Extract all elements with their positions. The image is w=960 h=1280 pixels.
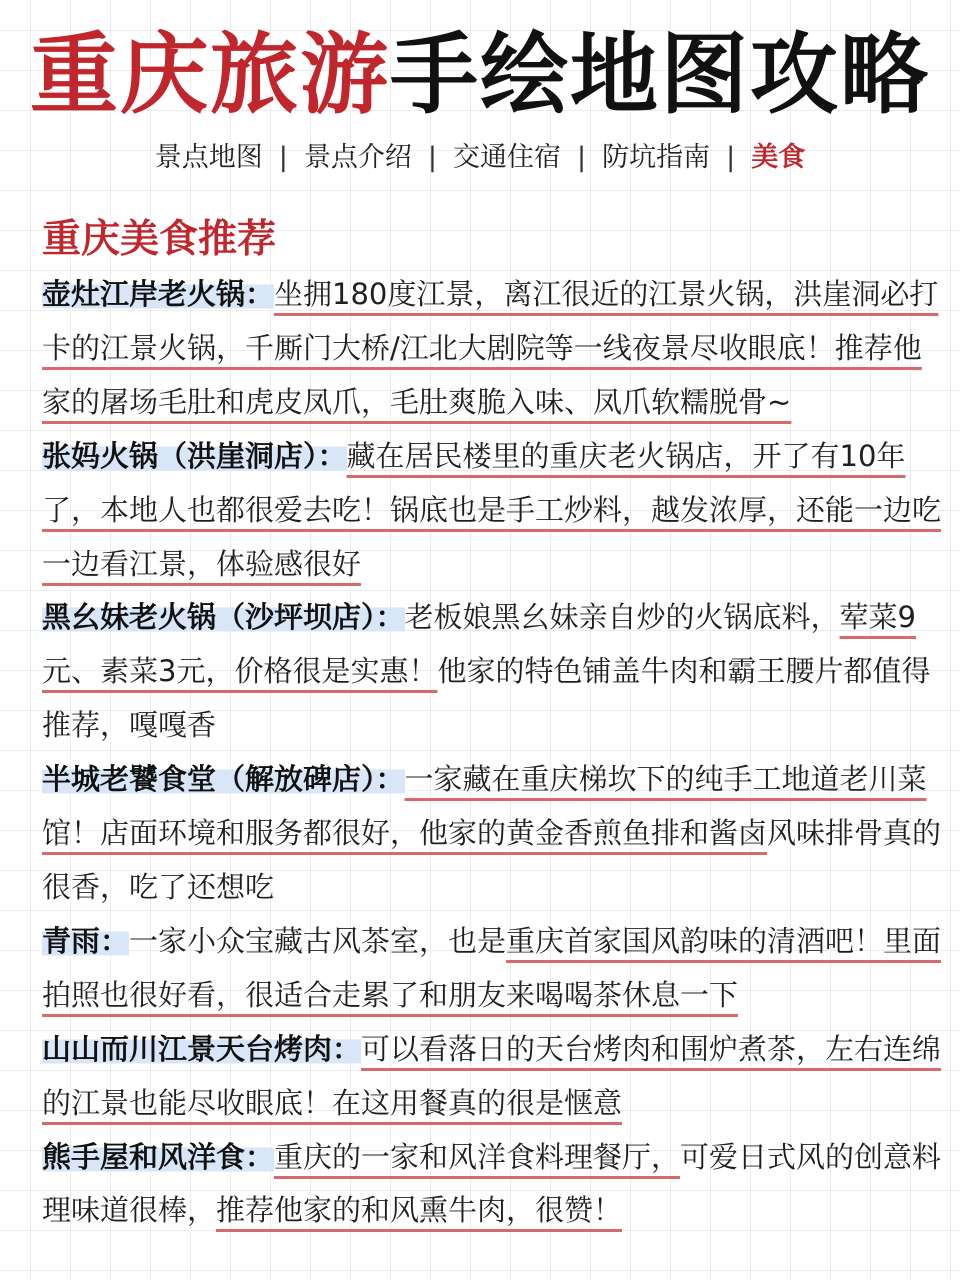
nav-item-scenic-map[interactable]: 景点地图: [154, 142, 263, 173]
entry-text: 还能一边吃一边看江景，体验感很好: [42, 492, 942, 581]
restaurant-name: 熊手屋和风洋食：: [42, 1139, 275, 1174]
entry-text: 荤菜9元、素菜3元，价格很是实惠！: [42, 600, 916, 689]
entry-text: 一家藏在重庆梯坎下的纯手工地道老川菜馆！店面环境和服务都很好，他家的: [42, 762, 927, 851]
section-title: 重庆美食推荐: [42, 217, 277, 262]
food-entry: [42, 268, 942, 430]
restaurant-name: 半城老饕食堂（解放碑店）：: [42, 762, 405, 797]
entry-text: 可爱日式风的创意料理味道很棒，: [42, 1139, 942, 1228]
title-black-part: 手绘地图攻略: [390, 23, 931, 126]
entry-text: 重庆首家国风韵味的清酒吧！: [506, 923, 884, 958]
entry-text: 推荐他家的和风熏牛肉，很赞！: [216, 1193, 623, 1228]
nav-item-food[interactable]: 美食: [751, 142, 806, 173]
food-entry: [42, 430, 942, 592]
entry-text: 里面拍照也很好看，很适合走累了和朋友来喝喝茶休息一下: [42, 923, 942, 1012]
entry-text: 他家的特色铺盖牛肉和霸王腰片都值得推荐，嘎嘎香: [42, 654, 931, 743]
food-entry: [42, 591, 942, 753]
nav-item-anti-scam[interactable]: 防坑指南: [602, 142, 711, 173]
title-red-part: 重庆旅游: [29, 23, 390, 126]
nav-separator: |: [726, 142, 736, 173]
nav-separator: |: [577, 142, 587, 173]
restaurant-name: 张妈火锅（洪崖洞店）：: [42, 438, 347, 473]
entry-text: 毛肚爽脆入味、凤爪软糯脱骨~: [390, 384, 792, 419]
entry-text: 风味排骨真的很香，吃了还想吃: [42, 816, 942, 904]
restaurant-name: 山山而川江景天台烤肉：: [42, 1031, 362, 1066]
food-list: [42, 268, 942, 1238]
nav-item-scenic-intro[interactable]: 景点介绍: [303, 142, 412, 173]
food-entry: [42, 1131, 942, 1239]
entry-text: 在这用餐真的很是惬意: [332, 1085, 623, 1120]
nav-bar: [0, 140, 960, 176]
nav-separator: |: [278, 142, 288, 173]
restaurant-name: 青雨：: [42, 923, 130, 958]
food-entry: [42, 1023, 942, 1131]
nav-item-transport-stay[interactable]: 交通住宿: [453, 142, 561, 173]
entry-text: 坐拥180度江景，离江很近的江景火锅，洪崖洞必打卡的江景火锅，千厮门大桥/江北大剧院等一线夜景尽收眼底！推荐他家的屠场毛肚和虎皮凤爪，: [42, 277, 939, 419]
nav-separator: |: [427, 142, 437, 173]
entry-text: 藏在居民楼里的重庆老火锅店，开了有10年了，本地人也都很爱去吃！锅底也是手工炒料，越发浓厚，: [42, 438, 906, 527]
entry-text: 重庆的一家和风洋食料理餐厅，: [274, 1139, 681, 1174]
page-title: [0, 22, 960, 128]
entry-text: 可以看落日的天台烤肉和围炉煮茶，左右连绵的江景也能尽收眼底！: [42, 1031, 942, 1120]
food-entry: [42, 915, 942, 1023]
restaurant-name: 黑幺妹老火锅（沙坪坝店）：: [42, 600, 405, 635]
entry-text: 黄金香煎鱼排和酱卤: [506, 816, 768, 851]
food-entry: [42, 753, 942, 915]
entry-text: 一家小众宝藏古风茶室，也是: [129, 923, 507, 958]
restaurant-name: 壶灶江岸老火锅：: [42, 277, 275, 311]
entry-text: 老板娘黑幺妹亲自炒的火锅底料，: [404, 600, 840, 635]
